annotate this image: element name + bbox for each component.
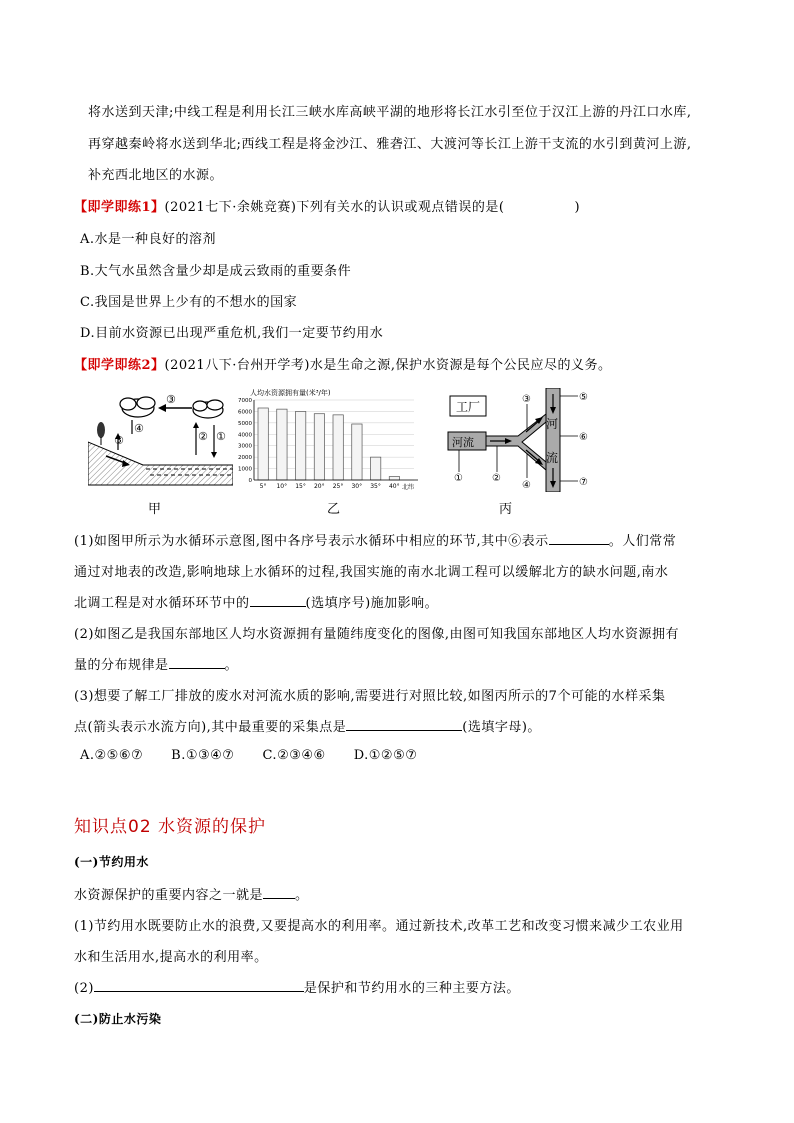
svg-text:④: ④	[522, 480, 531, 491]
subsection-1: (一)节约用水	[74, 855, 149, 869]
x-tick-label: 5°	[259, 483, 267, 490]
answer-blank-6[interactable]	[94, 979, 304, 992]
x-tick-label: 25°	[332, 483, 344, 490]
svg-text:⑤: ⑤	[114, 434, 124, 447]
q1-option-c: C.我国是世界上少有的不想水的国家	[80, 295, 298, 310]
y-tick-label: 6000	[238, 409, 252, 416]
answer-blank-5[interactable]	[263, 886, 295, 899]
bar	[352, 424, 362, 480]
y-tick-label: 4000	[238, 432, 252, 439]
svg-text:②: ②	[198, 430, 208, 443]
water-per-capita-chart	[234, 386, 420, 490]
answer-blank-2[interactable]	[250, 594, 306, 607]
chart-title: 人均水资源拥有量(米³/年)	[250, 389, 331, 397]
subsection-2: (二)防止水污染	[74, 1012, 162, 1026]
bar	[314, 414, 324, 480]
cloud-right-icon	[193, 400, 223, 418]
svg-text:⑦: ⑦	[579, 477, 588, 488]
question-1	[74, 196, 580, 215]
svg-text:⑥: ⑥	[579, 432, 588, 443]
answer-blank-3[interactable]	[169, 656, 225, 669]
intro-line-2: 再穿越秦岭将水送到华北;西线工程是将金沙江、雅砻江、大渡河等长江上游干支流的水引到黄河上游,	[88, 137, 692, 152]
choice-b: B.①③④⑦	[171, 748, 235, 763]
y-tick-label: 2000	[238, 455, 252, 462]
figure-caption-yi: 乙	[327, 502, 341, 517]
bar	[333, 415, 343, 480]
x-tick-label: 10°	[276, 483, 288, 490]
river-main-char-2: 流	[546, 451, 559, 465]
subq-3-choices	[80, 748, 417, 763]
choice-d: D.①②⑤⑦	[353, 748, 418, 763]
section-line-3: 水和生活用水,提高水的利用率。	[74, 950, 268, 965]
subq-3-line-1: (3)想要了解工厂排放的废水对河流水质的影响,需要进行对照比较,如图丙所示的7个可能的水样采集	[74, 689, 666, 704]
intro-line-1: 将水送到天津;中线工程是利用长江三峡水库高峡平湖的地形将长江水引至位于汉江上游的丹江口水库,	[88, 105, 692, 120]
choice-a: A.②⑤⑥⑦	[80, 748, 144, 763]
bar	[389, 477, 399, 480]
subq-1-line-3: 北调工程是对水循环环节中的 (选填序号)施加影响。	[74, 596, 439, 611]
question-2	[74, 354, 612, 373]
cloud-left-icon	[120, 397, 155, 417]
svg-text:①: ①	[216, 430, 226, 443]
bar	[371, 457, 381, 480]
section-line-2: (1)节约用水既要防止水的浪费,又要提高水的利用率。通过新技术,改革工艺和改变习惯来减少工农业用	[74, 919, 684, 934]
q1-close: )	[574, 200, 581, 215]
x-tick-label: 20°	[313, 483, 325, 490]
q1-option-d: D.目前水资源已出现严重危机,我们一定要节约用水	[80, 326, 384, 341]
section-line-1: 水资源保护的重要内容之一就是 。	[74, 888, 309, 903]
svg-text:③: ③	[522, 394, 531, 405]
y-tick-label: 7000	[238, 398, 252, 404]
section-title: 知识点02 水资源的保护	[74, 817, 267, 837]
section-line-4: (2) 是保护和节约用水的三种主要方法。	[74, 981, 520, 996]
q1-stem: (2021七下·余姚竞赛)下列有关水的认识或观点错误的是(	[164, 200, 505, 215]
bar	[296, 411, 306, 480]
intro-line-3: 补充西北地区的水源。	[88, 168, 224, 183]
svg-text:②: ②	[492, 473, 501, 484]
water-cycle-diagram	[88, 390, 233, 490]
subq-3-line-2: 点(箭头表示水流方向),其中最重要的采集点是 (选填字母)。	[74, 720, 541, 735]
subq-1-line-2: 通过对地表的改造,影响地球上水循环的过程,我国实施的南水北调工程可以缓解北方的缺水问题,南水	[74, 565, 669, 580]
figure-caption-jia: 甲	[148, 502, 162, 517]
y-tick-label: 0	[248, 478, 252, 484]
factory-river-diagram	[446, 388, 596, 492]
x-tick-label: 40°	[388, 483, 400, 490]
x-tick-label: 15°	[295, 483, 306, 490]
q2-stem: (2021八下·台州开学考)水是生命之源,保护水资源是每个公民应尽的义务。	[164, 358, 612, 373]
svg-text:⑤: ⑤	[579, 392, 588, 403]
q1-option-b: B.大气水虽然含量少却是成云致雨的重要条件	[80, 264, 352, 279]
river-main-char-1: 河	[546, 417, 559, 431]
subq-2-line-1: (2)如图乙是我国东部地区人均水资源拥有量随纬度变化的图像,由图可知我国东部地区人均水资源拥有	[74, 627, 680, 642]
q1-option-a: A.水是一种良好的溶剂	[80, 232, 217, 247]
river-in-label: 河流	[452, 436, 474, 449]
svg-text:①: ①	[454, 473, 463, 484]
factory-label: 工厂	[456, 400, 481, 414]
y-tick-label: 1000	[238, 466, 252, 473]
svg-text:③: ③	[166, 393, 176, 406]
choice-c: C.②③④⑥	[262, 748, 326, 763]
y-tick-label: 5000	[238, 420, 252, 427]
bar	[277, 409, 287, 480]
bar	[258, 408, 268, 480]
answer-blank-4[interactable]	[346, 718, 462, 731]
subq-1-line-1: (1)如图甲所示为水循环示意图,图中各序号表示水循环中相应的环节,其中⑥表示 。人们常常	[74, 534, 677, 549]
q2-tag: 【即学即练2】	[74, 358, 165, 373]
q1-tag: 【即学即练1】	[74, 200, 165, 215]
y-tick-label: 3000	[238, 443, 252, 450]
figure-caption-bing: 丙	[499, 502, 513, 517]
answer-blank-1[interactable]	[549, 532, 609, 545]
x-tick-label: 35°	[370, 483, 381, 490]
x-tick-label: 30°	[351, 483, 363, 490]
svg-text:④: ④	[134, 422, 144, 435]
chart-xunit: 北纬	[402, 484, 415, 490]
subq-2-line-2: 量的分布规律是 。	[74, 658, 239, 673]
